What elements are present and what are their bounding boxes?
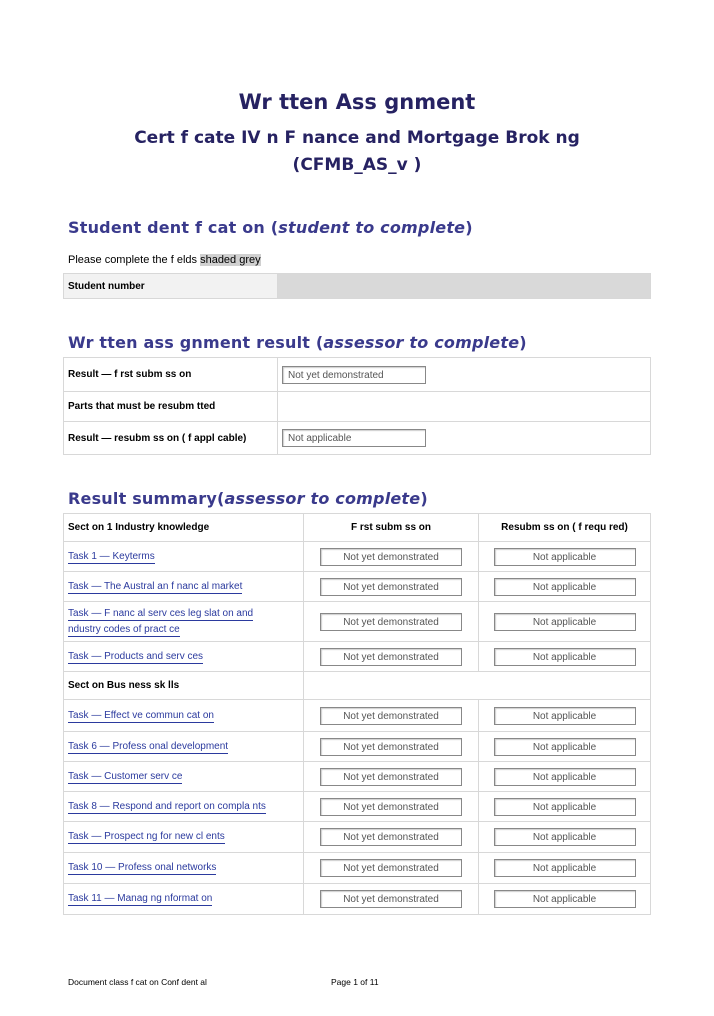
instruction-text [68, 254, 261, 266]
heading-italic-text: student to complete [278, 218, 466, 237]
student-number-field[interactable] [278, 274, 651, 299]
resubmission-select[interactable]: Not applicable [494, 548, 636, 566]
table-row [64, 732, 651, 762]
footer-classification: Document class f cat on Conf dent al [68, 977, 207, 987]
heading-text: Student dent f cat on ( [68, 218, 279, 237]
instruction-shaded: shaded grey [200, 254, 261, 266]
first-submission-select[interactable]: Not yet demonstrated [320, 768, 462, 786]
heading-italic-text: assessor to complete [323, 333, 520, 352]
result-summary-heading [68, 489, 428, 508]
first-submission-select[interactable]: Not yet demonstrated [320, 707, 462, 725]
heading-close: ) [420, 489, 428, 508]
student-number-label: Student number [64, 274, 278, 299]
resubmission-select[interactable]: Not applicable [494, 648, 636, 666]
table-row [64, 392, 651, 422]
resubmit-parts-label: Parts that must be resubm tted [64, 392, 278, 422]
resubmission-select[interactable]: Not applicable [494, 768, 636, 786]
task-link[interactable]: Task — Customer serv ce [68, 770, 183, 782]
section2-header: Sect on Bus ness sk lls [64, 672, 304, 700]
first-submission-select[interactable]: Not yet demonstrated [320, 798, 462, 816]
table-row [64, 884, 651, 915]
resubmission-select[interactable]: Not applicable [494, 828, 636, 846]
table-row [64, 514, 651, 542]
assignment-result-table [63, 357, 651, 455]
table-row [64, 672, 651, 700]
task-link[interactable]: Task — The Austral an f nanc al market [68, 580, 243, 592]
heading-close: ) [519, 333, 527, 352]
task-link[interactable]: Task 11 — Manag ng nformat on [68, 893, 213, 904]
heading-text: Wr tten ass gnment result ( [68, 333, 324, 352]
task-link[interactable]: Task — Prospect ng for new cl ents [68, 831, 225, 842]
task-link[interactable]: Task — Products and serv ces [68, 650, 204, 662]
subtitle-line2: (CFMB_AS_v ) [292, 155, 422, 175]
resubmission-select[interactable]: Not applicable [494, 738, 636, 756]
first-submission-column-header: F rst subm ss on [304, 514, 479, 542]
first-submission-select[interactable]: Not yet demonstrated [320, 548, 462, 566]
task-link[interactable]: Task 10 — Profess onal networks [68, 862, 217, 873]
table-row [64, 792, 651, 822]
first-submission-select[interactable]: Not yet demonstrated [320, 648, 462, 666]
table-row [64, 822, 651, 853]
first-submission-select[interactable]: Not yet demonstrated [320, 890, 462, 908]
table-row [64, 542, 651, 572]
task-link[interactable]: Task 6 — Profess onal development [68, 740, 229, 752]
heading-text: Result summary( [68, 489, 225, 508]
task-link-continued[interactable]: ndustry codes of pract ce [68, 623, 180, 635]
task-link[interactable]: Task — Effect ve commun cat on [68, 709, 214, 721]
table-row [64, 700, 651, 732]
page-title: Wr tten Ass gnment [238, 90, 476, 114]
student-identification-heading [68, 218, 473, 237]
table-row [64, 602, 651, 642]
resubmission-select[interactable]: Not applicable [494, 578, 636, 596]
table-row [64, 642, 651, 672]
task-link[interactable]: Task — F nanc al serv ces leg slat on and [68, 607, 254, 619]
instruction-plain: Please complete the f elds [68, 254, 201, 266]
assignment-result-heading [68, 333, 527, 352]
first-submission-select[interactable]: Not yet demonstrated [320, 738, 462, 756]
heading-close: ) [465, 218, 473, 237]
table-row [64, 422, 651, 455]
table-row [64, 572, 651, 602]
section2-header-spacer [304, 672, 651, 700]
task-link[interactable]: Task 8 — Respond and report on compla nts [68, 800, 266, 812]
resubmission-select[interactable]: Not applicable [494, 613, 636, 631]
resubmission-label: Result — resubm ss on ( f appl cable) [64, 422, 278, 455]
table-row [64, 358, 651, 392]
table-row [64, 853, 651, 884]
resubmission-select[interactable]: Not applicable [494, 707, 636, 725]
first-submission-label: Result — f rst subm ss on [64, 358, 278, 392]
resubmission-select[interactable]: Not applicable [494, 859, 636, 877]
task-link[interactable]: Task 1 — Keyterms [68, 550, 155, 562]
resubmission-select[interactable]: Not applicable [494, 890, 636, 908]
first-submission-select[interactable]: Not yet demonstrated [282, 366, 426, 384]
resubmit-parts-field[interactable] [278, 392, 651, 422]
resubmission-select[interactable]: Not applicable [282, 429, 426, 447]
heading-italic-text: assessor to complete [224, 489, 421, 508]
student-table [63, 273, 651, 299]
footer-page-number: Page 1 of 11 [331, 977, 379, 987]
first-submission-select[interactable]: Not yet demonstrated [320, 859, 462, 877]
resubmission-column-header: Resubm ss on ( f requ red) [479, 514, 651, 542]
first-submission-select[interactable]: Not yet demonstrated [320, 613, 462, 631]
table-row [64, 762, 651, 792]
resubmission-select[interactable]: Not applicable [494, 798, 636, 816]
first-submission-select[interactable]: Not yet demonstrated [320, 578, 462, 596]
section1-header: Sect on 1 Industry knowledge [64, 514, 304, 542]
first-submission-select[interactable]: Not yet demonstrated [320, 828, 462, 846]
result-summary-table [63, 513, 651, 915]
subtitle-line1: Cert f cate IV n F nance and Mortgage Brok ng [134, 128, 580, 148]
